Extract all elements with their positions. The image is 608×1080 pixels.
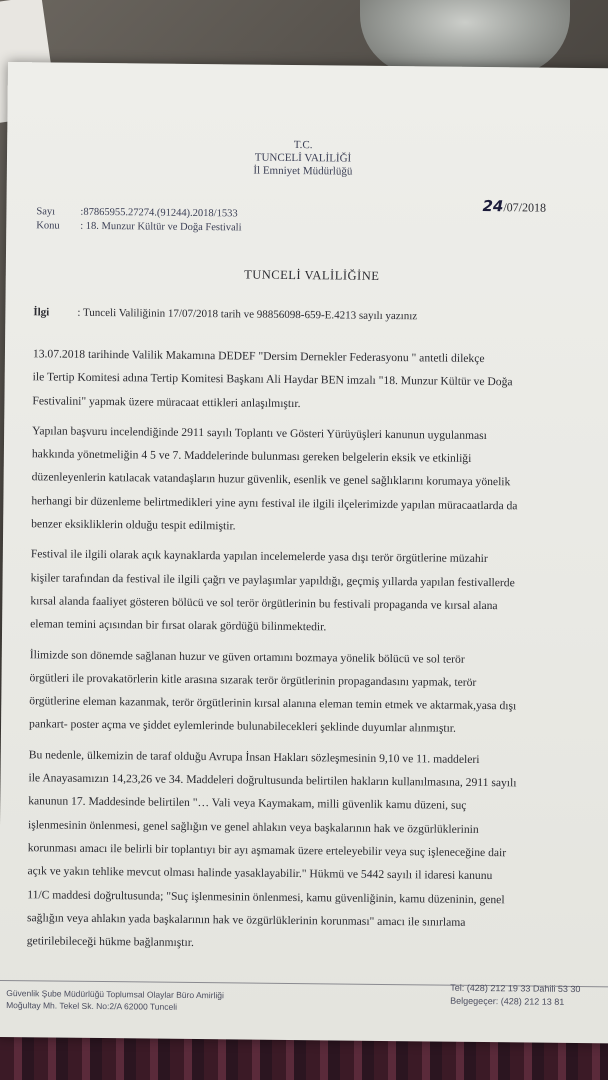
- sayi-value: :87865955.27274.(91244).2018/1533: [80, 206, 238, 220]
- body-line: Yapılan başvuru incelendiğinde 2911 sayılı Toplantı ve Gösteri Yürüyüşleri kanunun uygulanması: [32, 424, 488, 442]
- body-line: örgütleri ile provakatörlerin kitle arasına sızarak terör örgütlerinin propagandasını yapmak, terör: [29, 671, 477, 689]
- body-line: Festival ile ilgili olarak açık kaynaklarda yapılan incelemelerde yasa dışı terör örgütlerine müzahir: [30, 547, 488, 566]
- reference-number: [36, 206, 237, 219]
- body-line: sağlığın veya ahlakın yada başkalarının hak ve özgürlüklerinin korunması" amacı ile sınırlama: [26, 911, 466, 929]
- sayi-label: Sayı: [36, 206, 56, 218]
- body-line: hakkında yönetmeliğin 4 5 ve 7. Maddelerinde bulunması gereken belgelerin eksik ve etkinliği: [31, 447, 472, 466]
- body-line: pankart- poster açma ve şiddet eylemlerinde bulunabilecekleri şeklinde duyumlar alınmıştır.: [28, 717, 457, 736]
- body-line: herhangi bir düzenleme belirtmedikleri yine aynı festival ile ilgili ilçelerimizde yapılan müracaatlarda da: [31, 494, 518, 513]
- body-line: 13.07.2018 tarihinde Valilik Makamına DEDEF "Dersim Dernekler Federasyonu " antetli dilekçe: [32, 347, 485, 366]
- footer-fax: Belgegeçer: (428) 212 13 81: [450, 995, 565, 1007]
- body-line: kırsal alanda faaliyet gösteren bölücü ve sol terör örgütlerinin bu festivali propaganda ve kırsal alana: [30, 594, 498, 613]
- body-line: düzenleyenlerin katılacak vatandaşların huzur güvenlik, esenlik ve genel sağlıklarını korumaya yönelik: [31, 470, 511, 489]
- body-line: İlimizde son dönemde sağlanan huzur ve güven ortamını bozmaya yönelik bölücü ve sol terör: [29, 647, 465, 666]
- body-line: örgütlerine eleman kazanmak, terör örgütlerinin kırsal alanına eleman temin etmek ve aktarmak,yasa dışı: [29, 694, 517, 713]
- footer-street: Moğultay Mh. Tekel Sk. No:2/A 62000 Tunceli: [6, 1000, 178, 1012]
- date-day-handwritten: 24: [482, 196, 504, 216]
- header-tc: T.C.: [293, 138, 313, 152]
- header-directorate: İl Emniyet Müdürlüğü: [253, 164, 353, 178]
- body-line: getirilebileceği hükme bağlanmıştır.: [26, 934, 194, 950]
- ilgi-value: : Tunceli Valiliğinin 17/07/2018 tarih ve 98856098-659-E.4213 sayılı yazınız: [77, 306, 418, 323]
- official-letter: [0, 62, 608, 1043]
- footer-unit: Güvenlik Şube Müdürlüğü Toplumsal Olaylar Büro Amirliği: [6, 988, 224, 1001]
- konu-label: Konu: [36, 220, 60, 232]
- subject-line: [36, 220, 241, 233]
- footer-contact: [450, 982, 580, 1009]
- body-line: 11/C maddesi doğrultusunda; "Suç işlenmesinin önlenmesi, kamu güvenliğinin, kamu düzeninin, genel: [27, 887, 505, 906]
- footer-phone: Tel: (428) 212 19 33 Dahili 53 30: [450, 982, 581, 995]
- ilgi-line: [33, 306, 417, 322]
- footer-address: [6, 987, 224, 1013]
- body-line: Bu nedenle, ülkemizin de taraf olduğu Avrupa İnsan Hakları sözleşmesinin 9,10 ve 11. maddeleri: [28, 748, 480, 766]
- body-line: benzer eksikliklerin olduğu tespit edilmiştir.: [31, 517, 236, 533]
- body-line: eleman temini açısından bir fırsat olarak gördüğü bilinmektedir.: [30, 617, 327, 634]
- recipient-title: TUNCELİ VALİLİĞİNE: [244, 267, 380, 283]
- body-line: ile Tertip Komitesi adına Tertip Komitesi Başkanı Ali Haydar BEN imzalı "18. Munzur Kültür ve Doğa: [32, 370, 513, 389]
- konu-value: : 18. Munzur Kültür ve Doğa Festivali: [80, 220, 242, 234]
- body-line: açık ve yakın tehlike mevcut olması halinde yasaklayabilir." Hükmü ve 5442 sayılı il idaresi kanunu: [27, 864, 493, 883]
- body-line: kişiler tarafından da festival ile ilgili çağrı ve paylaşımlar yapıldığı, geçmiş yıllarda yapılan festivallerde: [30, 570, 515, 590]
- body-line: ile Anayasamızın 14,23,26 ve 34. Maddeleri doğrultusunda belirtilen hakların kullanılmasına, 2911 sayılı: [28, 771, 517, 790]
- letter-body: [27, 342, 608, 959]
- body-line: işlenmesinin önlenmesi, genel sağlığın ve genel ahlakın veya başkalarının hak ve özgürlüklerinin: [27, 817, 479, 836]
- body-line: korunması amacı ile belirli bir toplantıyı bir ayı aşmamak üzere erteleyebilir veya suç işleneceğine dair: [27, 841, 507, 860]
- ilgi-label: İlgi: [33, 306, 50, 319]
- header-governorship: TUNCELİ VALİLİĞİ: [254, 151, 352, 165]
- letter-date: [482, 197, 546, 216]
- date-month-year: /07/2018: [503, 200, 547, 215]
- body-line: kanunun 17. Maddesinde belirtilen "… Vali veya Kaymakam, milli güvenlik kamu düzeni, suç: [28, 794, 467, 813]
- body-line: Festivalini" yapmak üzere müracaat ettikleri anlaşılmıştır.: [32, 393, 301, 410]
- glass-object: [360, 0, 570, 75]
